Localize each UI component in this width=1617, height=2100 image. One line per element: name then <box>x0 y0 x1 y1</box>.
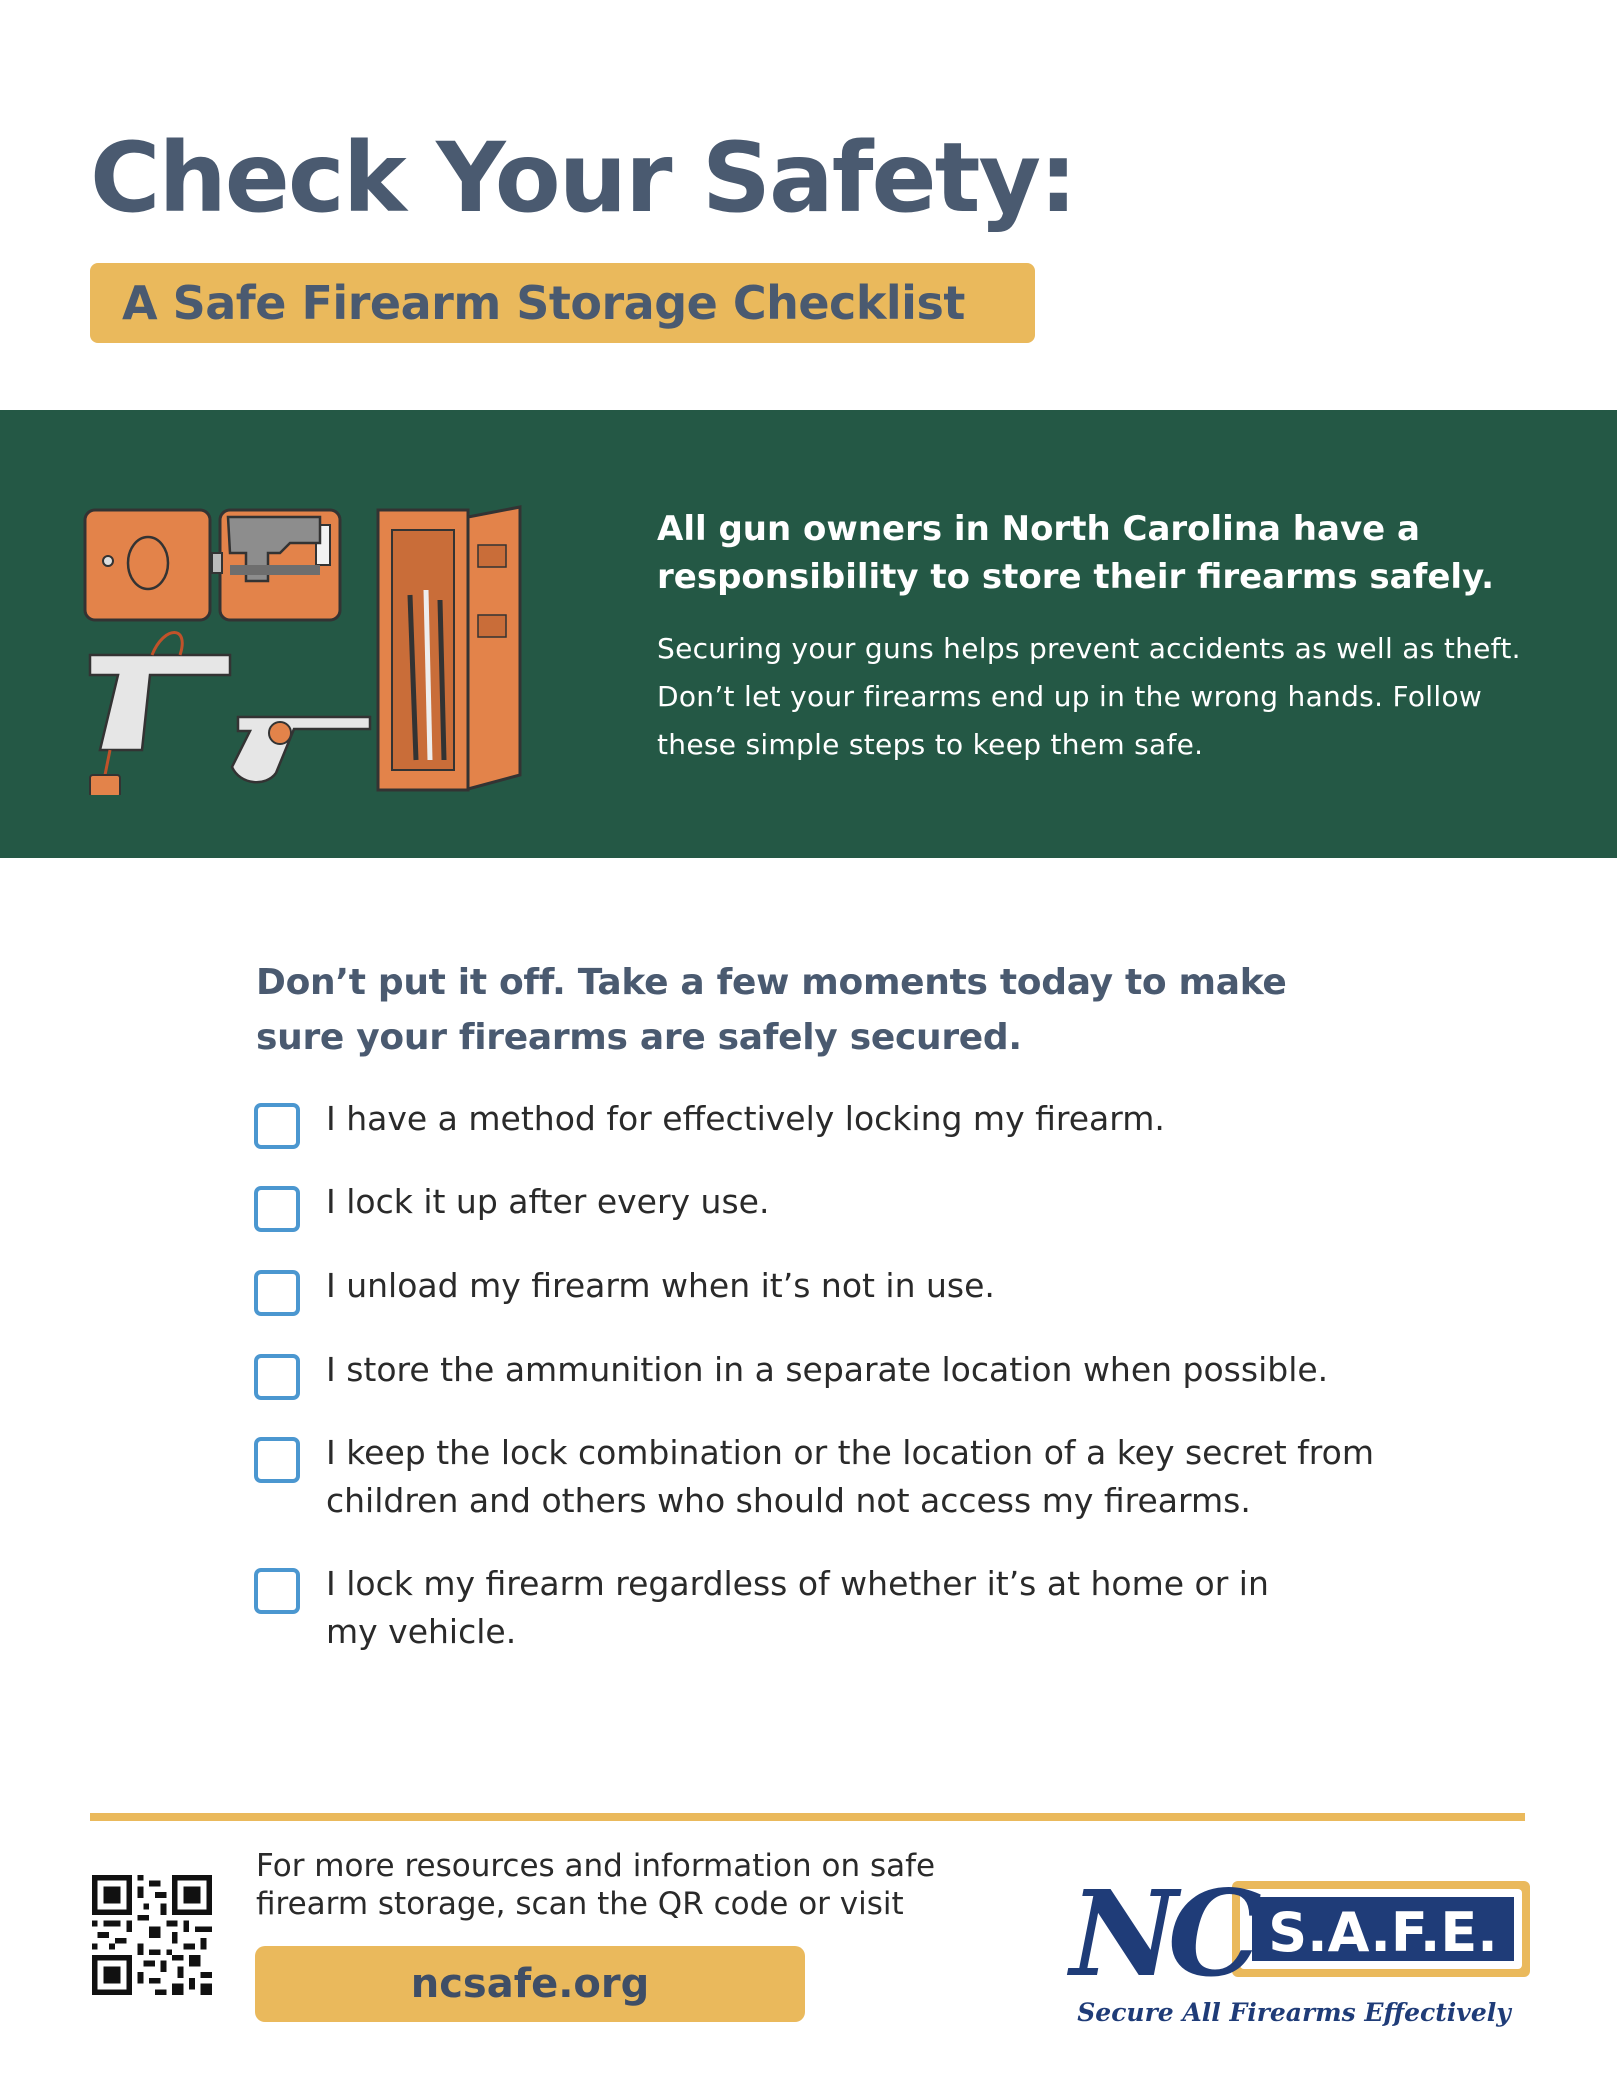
checklist-item-label: I store the ammunition in a separate location when possible. <box>326 1350 1329 1389</box>
revolver-with-trigger-lock-icon <box>232 717 370 782</box>
intro-band <box>0 410 1617 858</box>
checklist-item <box>254 1346 1454 1394</box>
checklist-item <box>254 1095 1454 1143</box>
footer-divider <box>90 1813 1525 1821</box>
safety-checklist <box>254 1095 1454 1656</box>
checkbox[interactable] <box>254 1568 300 1614</box>
qr-code-icon[interactable] <box>92 1875 212 1995</box>
footer-text: For more resources and information on safe firearm storage, scan the QR code or visit <box>256 1848 936 1922</box>
page-title: Check Your Safety: <box>90 122 1076 234</box>
lockbox-with-pistol-icon <box>85 510 340 620</box>
checklist-item <box>254 1262 1454 1310</box>
nc-safe-logo <box>1050 1875 1550 2035</box>
checkbox[interactable] <box>254 1437 300 1483</box>
svg-text:S.A.F.E.: S.A.F.E. <box>1268 1901 1498 1964</box>
checklist-item <box>254 1178 1454 1226</box>
checklist-item-label: I lock it up after every use. <box>326 1182 770 1221</box>
svg-text:NC: NC <box>1070 1875 1252 2003</box>
subtitle-banner <box>90 263 1035 343</box>
page-subtitle: A Safe Firearm Storage Checklist <box>122 276 965 330</box>
checklist-item-label: I unload my firearm when it’s not in use. <box>326 1266 995 1305</box>
checklist-item-label: I lock my firearm regardless of whether it’s at home or in my vehicle. <box>326 1564 1269 1651</box>
intro-body: Securing your guns helps prevent accidents as well as theft. Don’t let your firearms end up in the wrong hands. Follow these simple steps to keep them safe. <box>657 632 1521 761</box>
checklist-item <box>254 1560 1326 1656</box>
checkbox[interactable] <box>254 1186 300 1232</box>
checklist-item-label: I have a method for effectively locking my firearm. <box>326 1099 1165 1138</box>
checklist-prompt: Don’t put it off. Take a few moments today to make sure your firearms are safely secured. <box>256 962 1287 1058</box>
checkbox[interactable] <box>254 1103 300 1149</box>
checklist-item <box>254 1429 1476 1525</box>
pistol-with-cable-lock-icon <box>90 633 230 796</box>
firearm-storage-illustration <box>80 505 590 795</box>
website-link[interactable]: ncsafe.org <box>255 1946 805 2022</box>
checkbox[interactable] <box>254 1270 300 1316</box>
gun-safe-icon <box>378 507 520 790</box>
svg-text:Secure All Firearms Effectivel: Secure All Firearms Effectively <box>1077 1998 1511 2027</box>
checklist-item-label: I keep the lock combination or the location of a key secret from children and others who should not access my firearms. <box>326 1433 1374 1520</box>
checkbox[interactable] <box>254 1354 300 1400</box>
intro-headline: All gun owners in North Carolina have a responsibility to store their firearms safely. <box>657 509 1495 597</box>
